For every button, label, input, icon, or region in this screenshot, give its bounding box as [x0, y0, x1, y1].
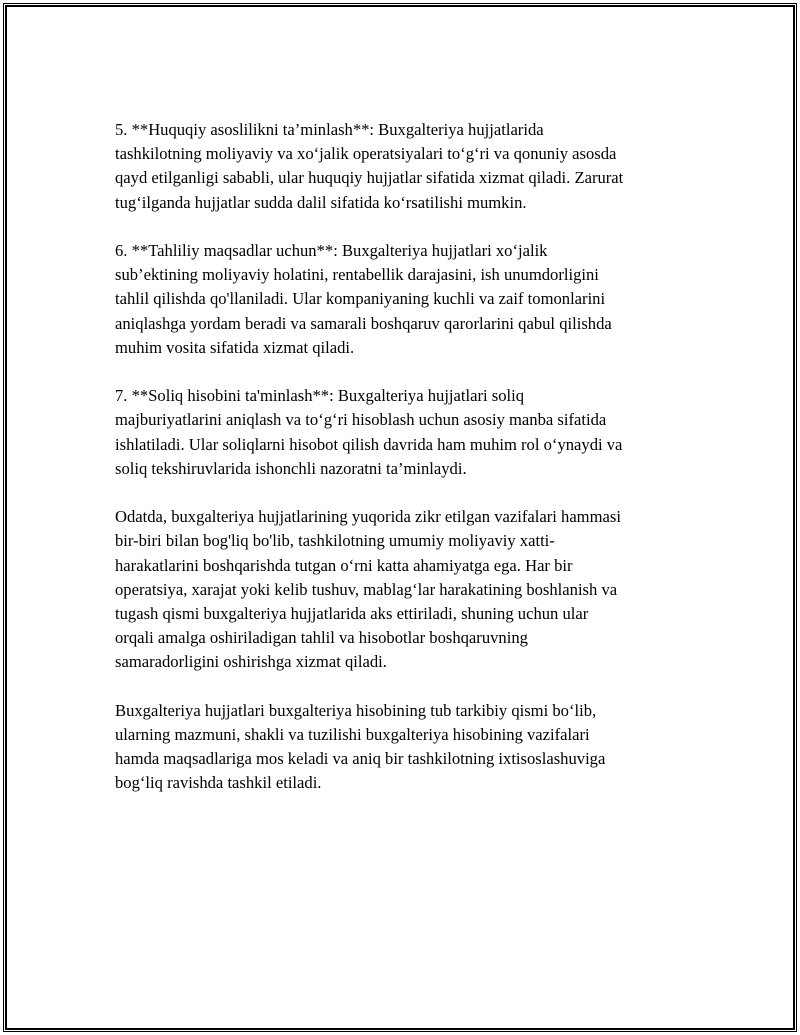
paragraph-summary: [115, 505, 695, 674]
text-line: hamda maqsadlariga mos keladi va aniq bir tashkilotning ixtisoslashuviga: [115, 749, 606, 769]
text-line: tahlil qilishda qo'llaniladi. Ular kompaniyaning kuchli va zaif tomonlarini: [115, 289, 606, 309]
text-line: ishlatiladi. Ular soliqlarni hisobot qilish davrida ham muhim rol o‘ynaydi va: [115, 434, 623, 454]
text-line: qayd etilganligi sababli, ular huquqiy hujjatlar sifatida xizmat qiladi. Zarurat: [115, 168, 624, 188]
text-line: bir-biri bilan bog'liq bo'lib, tashkilotning umumiy moliyaviy xatti-: [115, 531, 555, 551]
text-line: Buxgalteriya hujjatlari buxgalteriya hisobining tub tarkibiy qismi bo‘lib,: [115, 700, 597, 720]
paragraph-analytical-purposes: [115, 239, 695, 360]
text-line: 7. **Soliq hisobini ta'minlash**: Buxgalteriya hujjatlari soliq: [115, 386, 525, 406]
text-line: operatsiya, xarajat yoki kelib tushuv, mablag‘lar harakatining boshlanish va: [115, 579, 618, 599]
text-line: orqali amalga oshiriladigan tahlil va hisobotlar boshqaruvning: [115, 628, 528, 648]
text-line: 6. **Tahliliy maqsadlar uchun**: Buxgalteriya hujjatlari xo‘jalik: [115, 241, 548, 260]
text-line: tashkilotning moliyaviy va xo‘jalik operatsiyalari to‘g‘ri va qonuniy asosda: [115, 144, 617, 164]
text-line: Odatda, buxgalteriya hujjatlarining yuqorida zikr etilgan vazifalari hammasi: [115, 507, 621, 527]
text-line: soliq tekshiruvlarida ishonchli nazoratni ta’minlaydi.: [115, 458, 467, 478]
text-line: tug‘ilganda hujjatlar sudda dalil sifatida ko‘rsatilishi mumkin.: [115, 192, 527, 212]
text-line: harakatlarini boshqarishda tutgan o‘rni katta ahamiyatga ega. Har bir: [115, 555, 573, 575]
text-line: majburiyatlarini aniqlash va to‘g‘ri hisoblash uchun asosiy manba sifatida: [115, 410, 607, 430]
text-line: 5. **Huquqiy asoslilikni ta’minlash**: Buxgalteriya hujjatlarida: [115, 120, 544, 139]
text-line: ularning mazmuni, shakli va tuzilishi buxgalteriya hisobining vazifalari: [115, 725, 590, 745]
document-body: [115, 118, 695, 796]
text-line: aniqlashga yordam beradi va samarali boshqaruv qarorlarini qabul qilishda: [115, 313, 612, 333]
text-line: muhim vosita sifatida xizmat qiladi.: [115, 337, 355, 357]
text-line: tugash qismi buxgalteriya hujjatlarida aks ettiriladi, shuning uchun ular: [115, 604, 589, 624]
text-line: sub’ektining moliyaviy holatini, rentabellik darajasini, ish unumdorligini: [115, 265, 599, 285]
paragraph-tax-accounting: [115, 384, 695, 481]
paragraph-legal-basis: [115, 118, 695, 215]
text-line: samaradorligini oshirishga xizmat qiladi.: [115, 652, 387, 672]
text-line: bog‘liq ravishda tashkil etiladi.: [115, 773, 322, 793]
paragraph-conclusion: [115, 699, 695, 796]
